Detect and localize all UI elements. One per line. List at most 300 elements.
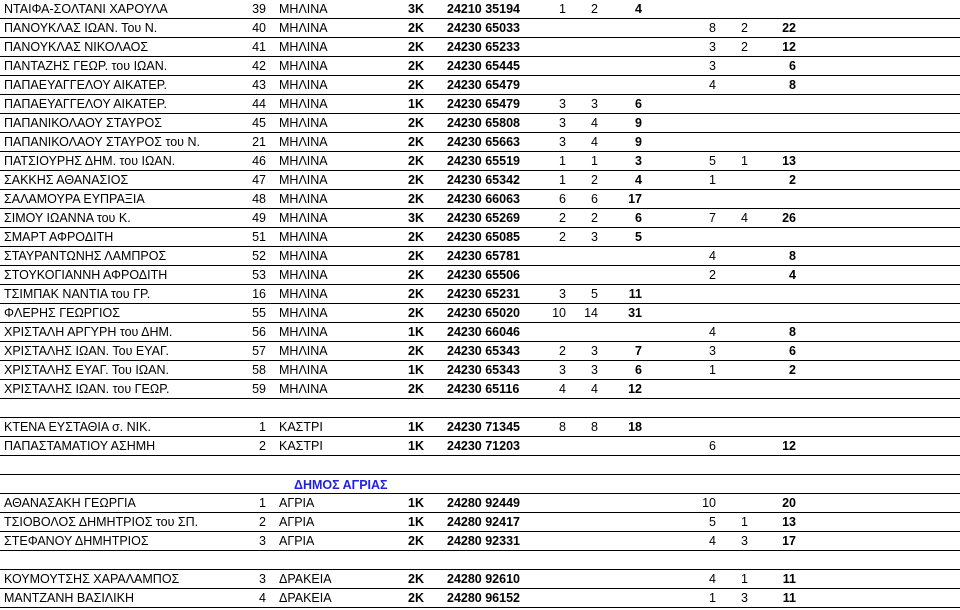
value-cell-2: 4 — [591, 135, 598, 149]
value-cell-3 — [694, 285, 716, 303]
total-cell-2: 17 — [782, 534, 796, 548]
value-cell-1: 1 — [559, 2, 566, 16]
total-cell-1: 7 — [635, 344, 642, 358]
value-cell-4: 3 — [741, 591, 748, 605]
phone-cell: 24280 92610 — [447, 572, 520, 586]
category-cell: 2Κ — [408, 287, 424, 301]
table-row — [0, 133, 960, 152]
value-cell-2: 4 — [591, 116, 598, 130]
category-cell: 1Κ — [408, 420, 424, 434]
phone-cell: 24230 65519 — [447, 154, 520, 168]
value-cell-4 — [726, 361, 748, 379]
number-cell: 48 — [252, 192, 266, 206]
value-cell-3: 4 — [709, 572, 716, 586]
total-cell-2 — [764, 456, 796, 474]
value-cell-1 — [544, 570, 566, 588]
table-row — [0, 57, 960, 76]
table-row — [0, 380, 960, 399]
number-cell: 1 — [259, 420, 266, 434]
value-cell-3 — [694, 190, 716, 208]
number-cell: 46 — [252, 154, 266, 168]
total-cell-1 — [614, 57, 642, 75]
category-cell: 2Κ — [408, 173, 424, 187]
value-cell-1 — [544, 266, 566, 284]
total-cell-2: 11 — [782, 572, 796, 586]
value-cell-3: 4 — [709, 249, 716, 263]
value-cell-4 — [726, 304, 748, 322]
total-cell-2: 8 — [789, 78, 796, 92]
value-cell-2 — [576, 513, 598, 531]
category-cell: 2Κ — [408, 78, 424, 92]
number-cell — [244, 475, 266, 493]
value-cell-2: 3 — [591, 230, 598, 244]
value-cell-1 — [544, 57, 566, 75]
value-cell-2 — [576, 532, 598, 550]
value-cell-2: 14 — [584, 306, 598, 320]
table-row — [0, 38, 960, 57]
value-cell-4: 1 — [741, 572, 748, 586]
number-cell: 41 — [252, 40, 266, 54]
total-cell-1: 9 — [635, 116, 642, 130]
table-row — [0, 95, 960, 114]
value-cell-2 — [576, 589, 598, 607]
number-cell — [244, 551, 266, 569]
phone-cell: 24230 65342 — [447, 173, 520, 187]
value-cell-2 — [576, 19, 598, 37]
phone-cell: 24230 65808 — [447, 116, 520, 130]
value-cell-3: 5 — [709, 154, 716, 168]
category-cell: 2Κ — [408, 572, 424, 586]
category-cell: 1Κ — [408, 439, 424, 453]
value-cell-3: 1 — [709, 173, 716, 187]
number-cell: 56 — [252, 325, 266, 339]
total-cell-2: 2 — [789, 363, 796, 377]
total-cell-2 — [764, 285, 796, 303]
number-cell: 55 — [252, 306, 266, 320]
area-cell: ΜΗΛΙΝΑ — [279, 173, 328, 187]
area-cell: ΚΑΣΤΡΙ — [279, 420, 323, 434]
table-row — [0, 323, 960, 342]
name-cell: ΤΣΙΟΒΟΛΟΣ ΔΗΜΗΤΡΙΟΣ του ΣΠ. — [4, 515, 199, 529]
number-cell: 43 — [252, 78, 266, 92]
value-cell-1: 4 — [559, 382, 566, 396]
value-cell-2 — [576, 38, 598, 56]
value-cell-4 — [726, 475, 748, 493]
value-cell-1 — [544, 323, 566, 341]
table-row — [0, 152, 960, 171]
value-cell-1 — [544, 456, 566, 474]
area-cell: ΜΗΛΙΝΑ — [279, 287, 328, 301]
phone-cell: 24230 71345 — [447, 420, 520, 434]
value-cell-4: 3 — [741, 534, 748, 548]
phone-cell: 24230 65445 — [447, 59, 520, 73]
total-cell-1 — [614, 494, 642, 512]
value-cell-1: 8 — [559, 420, 566, 434]
value-cell-4 — [726, 437, 748, 455]
number-cell: 49 — [252, 211, 266, 225]
number-cell: 2 — [259, 439, 266, 453]
value-cell-1: 10 — [552, 306, 566, 320]
number-cell: 39 — [252, 2, 266, 16]
category-cell: 2Κ — [408, 154, 424, 168]
number-cell: 16 — [252, 287, 266, 301]
table-row — [0, 228, 960, 247]
name-cell: ΣΤΑΥΡΑΝΤΩΝΗΣ ΛΑΜΠΡΟΣ — [4, 249, 167, 263]
name-cell: ΠΑΠΑΕΥΑΓΓΕΛΟΥ ΑΙΚΑΤΕΡ. — [4, 78, 167, 92]
phone-cell: 24280 96152 — [447, 591, 520, 605]
table-row — [0, 247, 960, 266]
total-cell-2 — [764, 114, 796, 132]
phone-cell: 24230 66046 — [447, 325, 520, 339]
name-cell: ΠΑΝΟΥΚΛΑΣ ΝΙΚΟΛΑΟΣ — [4, 40, 149, 54]
area-cell: ΜΗΛΙΝΑ — [279, 325, 328, 339]
value-cell-4 — [726, 551, 748, 569]
area-cell: ΜΗΛΙΝΑ — [279, 116, 328, 130]
number-cell: 57 — [252, 344, 266, 358]
phone-cell: 24230 65343 — [447, 344, 520, 358]
area-cell: ΜΗΛΙΝΑ — [279, 306, 328, 320]
area-cell: ΜΗΛΙΝΑ — [279, 59, 328, 73]
area-cell: ΜΗΛΙΝΑ — [279, 268, 328, 282]
value-cell-2: 1 — [591, 154, 598, 168]
value-cell-4 — [726, 285, 748, 303]
value-cell-1 — [544, 38, 566, 56]
value-cell-2 — [576, 57, 598, 75]
area-cell: ΔΡΑΚΕΙΑ — [279, 591, 332, 605]
total-cell-1: 6 — [635, 363, 642, 377]
category-cell: 2Κ — [408, 382, 424, 396]
name-cell: ΣΜΑΡΤ ΑΦΡΟΔΙΤΗ — [4, 230, 114, 244]
value-cell-1 — [544, 494, 566, 512]
value-cell-3: 6 — [709, 439, 716, 453]
table-row — [0, 570, 960, 589]
number-cell: 4 — [259, 591, 266, 605]
value-cell-4 — [726, 190, 748, 208]
phone-cell: 24280 92449 — [447, 496, 520, 510]
value-cell-3: 1 — [709, 591, 716, 605]
value-cell-1: 3 — [559, 116, 566, 130]
value-cell-1 — [544, 19, 566, 37]
number-cell: 3 — [259, 534, 266, 548]
number-cell: 45 — [252, 116, 266, 130]
number-cell: 53 — [252, 268, 266, 282]
total-cell-2 — [764, 399, 796, 417]
total-cell-2 — [764, 0, 796, 18]
category-cell: 1Κ — [408, 97, 424, 111]
name-cell: ΣΑΚΚΗΣ ΑΘΑΝΑΣΙΟΣ — [4, 173, 129, 187]
value-cell-4 — [726, 342, 748, 360]
phone-cell: 24230 65116 — [447, 382, 520, 396]
category-cell: 3Κ — [408, 2, 424, 16]
value-cell-4 — [726, 456, 748, 474]
name-cell: ΧΡΙΣΤΑΛΗΣ ΙΩΑΝ. Του ΕΥΑΓ. — [4, 344, 169, 358]
total-cell-1 — [614, 551, 642, 569]
table-row — [0, 285, 960, 304]
area-cell: ΜΗΛΙΝΑ — [279, 78, 328, 92]
name-cell: ΣΙΜΟΥ ΙΩΑΝΝΑ του Κ. — [4, 211, 131, 225]
name-cell: ΠΑΠΑΝΙΚΟΛΑΟΥ ΣΤΑΥΡΟΣ — [4, 116, 162, 130]
total-cell-2: 20 — [782, 496, 796, 510]
total-cell-2: 8 — [789, 325, 796, 339]
section-title: ΔΗΜΟΣ ΑΓΡΙΑΣ — [294, 478, 388, 492]
number-cell: 3 — [259, 572, 266, 586]
value-cell-3: 4 — [709, 325, 716, 339]
category-cell: 1Κ — [408, 496, 424, 510]
value-cell-4: 1 — [741, 515, 748, 529]
name-cell: ΠΑΝΤΑΖΗΣ ΓΕΩΡ. του ΙΩΑΝ. — [4, 59, 168, 73]
value-cell-2: 3 — [591, 344, 598, 358]
value-cell-3 — [694, 456, 716, 474]
value-cell-3: 10 — [702, 496, 716, 510]
value-cell-2 — [576, 76, 598, 94]
total-cell-1: 17 — [628, 192, 642, 206]
total-cell-2: 4 — [789, 268, 796, 282]
number-cell — [244, 456, 266, 474]
area-cell: ΜΗΛΙΝΑ — [279, 40, 328, 54]
total-cell-1: 4 — [635, 173, 642, 187]
value-cell-2: 2 — [591, 173, 598, 187]
value-cell-2: 5 — [591, 287, 598, 301]
total-cell-1: 18 — [628, 420, 642, 434]
number-cell: 47 — [252, 173, 266, 187]
value-cell-3 — [694, 0, 716, 18]
category-cell: 2Κ — [408, 249, 424, 263]
value-cell-3: 8 — [709, 21, 716, 35]
value-cell-3 — [694, 95, 716, 113]
value-cell-3: 3 — [709, 59, 716, 73]
table-row — [0, 532, 960, 551]
value-cell-1: 3 — [559, 135, 566, 149]
name-cell: ΑΘΑΝΑΣΑΚΗ ΓΕΩΡΓΙΑ — [4, 496, 136, 510]
category-cell: 2Κ — [408, 21, 424, 35]
value-cell-1: 2 — [559, 211, 566, 225]
category-cell: 2Κ — [408, 306, 424, 320]
value-cell-4 — [726, 399, 748, 417]
phone-cell: 24230 71203 — [447, 439, 520, 453]
total-cell-2 — [764, 190, 796, 208]
phone-cell: 24230 65506 — [447, 268, 520, 282]
value-cell-4 — [726, 171, 748, 189]
category-cell: 2Κ — [408, 230, 424, 244]
phone-cell: 24230 65231 — [447, 287, 520, 301]
number-cell: 51 — [252, 230, 266, 244]
number-cell: 59 — [252, 382, 266, 396]
value-cell-2: 3 — [591, 363, 598, 377]
area-cell: ΜΗΛΙΝΑ — [279, 97, 328, 111]
area-cell: ΜΗΛΙΝΑ — [279, 230, 328, 244]
name-cell: ΣΑΛΑΜΟΥΡΑ ΕΥΠΡΑΞΙΑ — [4, 192, 145, 206]
table-row — [0, 342, 960, 361]
total-cell-2: 8 — [789, 249, 796, 263]
category-cell: 3Κ — [408, 211, 424, 225]
number-cell — [244, 399, 266, 417]
area-cell: ΜΗΛΙΝΑ — [279, 154, 328, 168]
phone-cell: 24230 65233 — [447, 40, 520, 54]
total-cell-1 — [614, 266, 642, 284]
table-row — [0, 418, 960, 437]
table-row — [0, 456, 960, 475]
value-cell-4 — [726, 247, 748, 265]
total-cell-1: 31 — [628, 306, 642, 320]
total-cell-1: 11 — [628, 287, 642, 301]
total-cell-1 — [614, 589, 642, 607]
name-cell: ΜΑΝΤΖΑΝΗ ΒΑΣΙΛΙΚΗ — [4, 591, 134, 605]
total-cell-2: 26 — [782, 211, 796, 225]
area-cell: ΜΗΛΙΝΑ — [279, 344, 328, 358]
value-cell-1: 3 — [559, 363, 566, 377]
value-cell-2 — [576, 323, 598, 341]
value-cell-1 — [544, 76, 566, 94]
table-row — [0, 76, 960, 95]
total-cell-2: 11 — [782, 591, 796, 605]
value-cell-2: 3 — [591, 97, 598, 111]
value-cell-3 — [694, 551, 716, 569]
name-cell: ΠΑΝΟΥΚΛΑΣ ΙΩΑΝ. Του Ν. — [4, 21, 158, 35]
value-cell-4 — [726, 114, 748, 132]
area-cell: ΜΗΛΙΝΑ — [279, 382, 328, 396]
value-cell-2: 8 — [591, 420, 598, 434]
category-cell: 2Κ — [408, 268, 424, 282]
table-row — [0, 475, 960, 494]
value-cell-4 — [726, 57, 748, 75]
phone-cell: 24210 35194 — [447, 2, 520, 16]
area-cell: ΔΡΑΚΕΙΑ — [279, 572, 332, 586]
name-cell: ΠΑΤΣΙΟΥΡΗΣ ΔΗΜ. του ΙΩΑΝ. — [4, 154, 176, 168]
value-cell-4 — [726, 380, 748, 398]
value-cell-4 — [726, 323, 748, 341]
total-cell-2: 13 — [782, 154, 796, 168]
name-cell: ΠΑΠΑΕΥΑΓΓΕΛΟΥ ΑΙΚΑΤΕΡ. — [4, 97, 167, 111]
total-cell-1: 9 — [635, 135, 642, 149]
table-row — [0, 19, 960, 38]
phone-cell: 24230 65343 — [447, 363, 520, 377]
value-cell-3 — [694, 418, 716, 436]
table-row — [0, 190, 960, 209]
value-cell-2 — [576, 266, 598, 284]
value-cell-3 — [694, 475, 716, 493]
value-cell-3: 4 — [709, 534, 716, 548]
total-cell-2: 22 — [782, 21, 796, 35]
table-row — [0, 589, 960, 608]
category-cell: 1Κ — [408, 363, 424, 377]
total-cell-2 — [764, 228, 796, 246]
total-cell-2 — [764, 95, 796, 113]
total-cell-1: 12 — [628, 382, 642, 396]
value-cell-3: 3 — [709, 344, 716, 358]
value-cell-1 — [544, 437, 566, 455]
name-cell: ΦΛΕΡΗΣ ΓΕΩΡΓΙΟΣ — [4, 306, 120, 320]
table-row — [0, 171, 960, 190]
total-cell-1 — [614, 532, 642, 550]
category-cell: 2Κ — [408, 534, 424, 548]
value-cell-2: 4 — [591, 382, 598, 396]
value-cell-3: 7 — [709, 211, 716, 225]
value-cell-4: 4 — [741, 211, 748, 225]
value-cell-1: 2 — [559, 344, 566, 358]
table-row — [0, 494, 960, 513]
value-cell-4 — [726, 0, 748, 18]
phone-cell: 24230 65479 — [447, 97, 520, 111]
area-cell: ΜΗΛΙΝΑ — [279, 2, 328, 16]
value-cell-4 — [726, 228, 748, 246]
table-row — [0, 551, 960, 570]
value-cell-2: 2 — [591, 211, 598, 225]
area-cell: ΚΑΣΤΡΙ — [279, 439, 323, 453]
total-cell-2: 13 — [782, 515, 796, 529]
table-row — [0, 361, 960, 380]
category-cell: 2Κ — [408, 135, 424, 149]
category-cell: 1Κ — [408, 515, 424, 529]
name-cell: ΠΑΠΑΝΙΚΟΛΑΟΥ ΣΤΑΥΡΟΣ του Ν. — [4, 135, 200, 149]
number-cell: 52 — [252, 249, 266, 263]
number-cell: 58 — [252, 363, 266, 377]
name-cell: ΧΡΙΣΤΑΛΗΣ ΙΩΑΝ. του ΓΕΩΡ. — [4, 382, 170, 396]
total-cell-2: 6 — [789, 59, 796, 73]
number-cell: 1 — [259, 496, 266, 510]
total-cell-2 — [764, 475, 796, 493]
area-cell: ΑΓΡΙΑ — [279, 515, 315, 529]
table-row — [0, 114, 960, 133]
table-row — [0, 437, 960, 456]
total-cell-1 — [614, 38, 642, 56]
total-cell-1 — [614, 475, 642, 493]
total-cell-2: 6 — [789, 344, 796, 358]
value-cell-4: 2 — [741, 21, 748, 35]
total-cell-1: 4 — [635, 2, 642, 16]
value-cell-4 — [726, 494, 748, 512]
value-cell-1 — [544, 399, 566, 417]
name-cell: ΣΤΟΥΚΟΓΙΑΝΝΗ ΑΦΡΟΔΙΤΗ — [4, 268, 168, 282]
table-row — [0, 304, 960, 323]
number-cell: 21 — [252, 135, 266, 149]
phone-cell: 24230 65479 — [447, 78, 520, 92]
total-cell-1 — [614, 570, 642, 588]
total-cell-1: 6 — [635, 97, 642, 111]
category-cell: 2Κ — [408, 192, 424, 206]
total-cell-2 — [764, 380, 796, 398]
total-cell-1 — [614, 513, 642, 531]
name-cell: ΣΤΕΦΑΝΟΥ ΔΗΜΗΤΡΙΟΣ — [4, 534, 149, 548]
table-row — [0, 513, 960, 532]
phone-cell: 24230 65033 — [447, 21, 520, 35]
name-cell: ΧΡΙΣΤΑΛΗΣ ΕΥΑΓ. Του ΙΩΑΝ. — [4, 363, 169, 377]
name-cell: ΤΣΙΜΠΑΚ ΝΑΝΤΙΑ του ΓΡ. — [4, 287, 151, 301]
category-cell: 2Κ — [408, 344, 424, 358]
value-cell-2 — [576, 437, 598, 455]
area-cell: ΜΗΛΙΝΑ — [279, 21, 328, 35]
total-cell-1: 3 — [635, 154, 642, 168]
table-row — [0, 399, 960, 418]
value-cell-3 — [694, 399, 716, 417]
value-cell-3: 4 — [709, 78, 716, 92]
value-cell-2: 6 — [591, 192, 598, 206]
total-cell-1 — [614, 437, 642, 455]
phone-cell: 24230 65085 — [447, 230, 520, 244]
table-row — [0, 266, 960, 285]
value-cell-1: 1 — [559, 154, 566, 168]
value-cell-1 — [544, 532, 566, 550]
total-cell-1 — [614, 456, 642, 474]
total-cell-2: 12 — [782, 40, 796, 54]
phone-cell: 24230 65781 — [447, 249, 520, 263]
value-cell-2 — [576, 399, 598, 417]
phone-cell: 24230 65663 — [447, 135, 520, 149]
value-cell-3 — [694, 133, 716, 151]
value-cell-4 — [726, 133, 748, 151]
total-cell-2 — [764, 304, 796, 322]
row-divider — [0, 607, 960, 608]
value-cell-3 — [694, 114, 716, 132]
